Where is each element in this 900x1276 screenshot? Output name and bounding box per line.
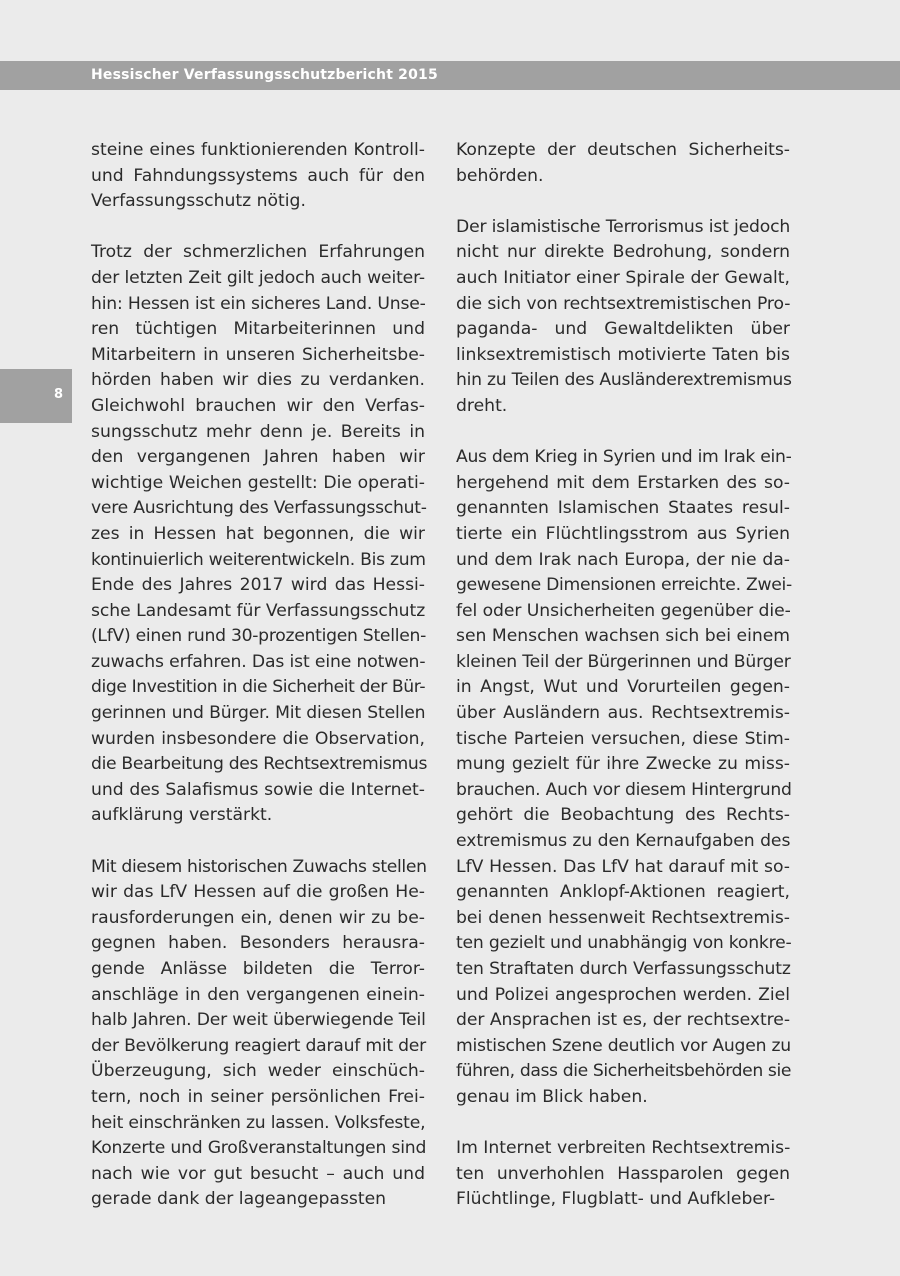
text-line: hergehend mit dem Erstarken des so-	[456, 472, 790, 493]
text-line: zuwachs erfahren. Das ist eine notwen-	[91, 651, 426, 672]
text-line: der Bevölkerung reagiert darauf mit der	[91, 1035, 426, 1056]
text-line: behörden.	[456, 165, 544, 186]
text-line: nicht nur direkte Bedrohung, sondern	[456, 242, 790, 263]
text-line: LfV Hessen. Das LfV hat darauf mit so-	[456, 856, 790, 877]
text-line: Mit diesem historischen Zuwachs stellen	[91, 856, 427, 877]
text-line: gewesene Dimensionen erreichte. Zwei-	[456, 575, 792, 596]
text-line: gende Anlässe bildeten die Terror-	[91, 959, 425, 979]
text-line: dreht.	[456, 395, 508, 416]
text-line: tische Parteien versuchen, diese Stim-	[456, 728, 790, 749]
text-line: ten unverhohlen Hassparolen gegen	[456, 1163, 790, 1184]
text-line: hin zu Teilen des Ausländerextremismus	[456, 370, 792, 391]
paragraph	[456, 1136, 790, 1213]
text-line: halb Jahren. Der weit überwiegende Teil	[91, 1010, 426, 1031]
text-line: vere Ausrichtung des Verfassungsschut-	[91, 498, 427, 519]
text-line: Verfassungsschutz nötig.	[91, 191, 306, 212]
text-line: zes in Hessen hat begonnen, die wir	[91, 523, 425, 544]
text-line: Der islamistische Terrorismus ist jedoch	[456, 216, 791, 237]
text-line: mung gezielt für ihre Zwecke zu miss-	[456, 754, 790, 775]
text-line: sen Menschen wachsen sich bei einem	[456, 626, 791, 647]
text-line: anschläge in den vergangenen einein-	[91, 984, 425, 1005]
text-line: kleinen Teil der Bürgerinnen und Bürger	[456, 651, 791, 672]
paragraph	[456, 445, 790, 1110]
text-line: ten Straftaten durch Verfassungsschutz	[456, 959, 791, 979]
text-line: Gleichwohl brauchen wir den Verfas-	[91, 395, 425, 416]
text-line: sche Landesamt für Verfassungsschutz	[91, 600, 426, 621]
paragraph	[456, 138, 790, 189]
text-line: rausforderungen ein, denen wir zu be-	[91, 907, 425, 928]
text-line: extremismus zu den Kernaufgaben des	[456, 831, 791, 852]
text-line: und des Salafismus sowie die Internet-	[91, 779, 425, 800]
text-line: in Angst, Wut und Vorurteilen gegen-	[456, 677, 790, 698]
text-line: die sich von rechtsextremistischen Pro-	[456, 293, 791, 314]
text-line: genannten Anklopf-Aktionen reagiert,	[456, 882, 790, 903]
text-line: Konzepte der deutschen Sicherheits-	[456, 140, 790, 160]
text-line: Konzerte und Großveranstaltungen sind	[91, 1138, 427, 1159]
text-line: und dem Irak nach Europa, der nie da-	[456, 549, 790, 570]
paragraph	[456, 215, 790, 420]
text-line: führen, dass die Sicherheitsbehörden sie	[456, 1061, 792, 1082]
text-line: die Bearbeitung des Rechtsextremismus	[91, 754, 428, 775]
text-line: der Ansprachen ist es, der rechtsextre-	[456, 1010, 790, 1031]
text-line: (LfV) einen rund 30-prozentigen Stellen-	[91, 626, 427, 647]
text-line: bei denen hessenweit Rechtsextremis-	[456, 907, 790, 928]
running-header	[0, 61, 900, 90]
text-line: Trotz der schmerzlichen Erfahrungen	[91, 242, 425, 263]
text-line: steine eines funktionierenden Kontroll-	[91, 140, 425, 160]
text-line: kontinuierlich weiterentwickeln. Bis zum	[91, 549, 426, 570]
page-number-tab	[0, 369, 72, 423]
text-line: ren tüchtigen Mitarbeiterinnen und	[91, 319, 425, 340]
text-line: Flüchtlinge, Flugblatt- und Aufkleber-	[456, 1189, 776, 1210]
page-number: 8	[54, 387, 64, 402]
header-title: Hessischer Verfassungsschutzbericht 2015	[91, 67, 438, 83]
paragraph	[91, 240, 428, 829]
text-line: wurden insbesondere die Observation,	[91, 728, 425, 749]
text-line: linksextremistisch motivierte Taten bis	[456, 344, 790, 365]
text-line: genau im Blick haben.	[456, 1086, 648, 1107]
text-line: über Ausländern aus. Rechtsextremis-	[456, 703, 790, 724]
text-line: Mitarbeitern in unseren Sicherheitsbe-	[91, 344, 425, 365]
text-line: gegnen haben. Besonders herausra-	[91, 933, 425, 954]
text-line: paganda- und Gewaltdelikten über	[456, 319, 790, 340]
text-line: und Fahndungssystems auch für den	[91, 165, 425, 186]
text-line: auch Initiator einer Spirale der Gewalt,	[456, 267, 790, 288]
text-line: Überzeugung, sich weder einschüch-	[91, 1061, 425, 1082]
paragraph	[91, 138, 425, 215]
text-line: genannten Islamischen Staates resul-	[456, 498, 790, 519]
text-line: dige Investition in die Sicherheit der Bür-	[91, 677, 426, 698]
right-column	[456, 138, 790, 1239]
paragraph	[91, 855, 425, 1213]
text-line: aufklärung verstärkt.	[91, 805, 273, 826]
text-line: brauchen. Auch vor diesem Hintergrund	[456, 779, 792, 800]
text-line: nach wie vor gut besucht – auch und	[91, 1163, 425, 1184]
left-column	[91, 138, 428, 1239]
text-line: gerade dank der lageangepassten	[91, 1189, 387, 1210]
text-line: und Polizei angesprochen werden. Ziel	[456, 984, 790, 1005]
text-line: Aus dem Krieg in Syrien und im Irak ein-	[456, 447, 792, 468]
text-line: hörden haben wir dies zu verdanken.	[91, 370, 425, 391]
text-line: Ende des Jahres 2017 wird das Hessi-	[91, 575, 425, 596]
text-line: den vergangenen Jahren haben wir	[91, 447, 425, 468]
text-line: der letzten Zeit gilt jedoch auch weiter-	[91, 267, 425, 288]
text-line: wichtige Weichen gestellt: Die operati-	[91, 472, 425, 493]
text-line: Im Internet verbreiten Rechtsextremis-	[456, 1138, 791, 1159]
text-line: wir das LfV Hessen auf die großen He-	[91, 882, 425, 903]
text-line: tierte ein Flüchtlingsstrom aus Syrien	[456, 523, 790, 544]
text-line: sungsschutz mehr denn je. Bereits in	[91, 421, 425, 442]
text-line: fel oder Unsicherheiten gegenüber die-	[456, 600, 791, 621]
text-line: heit einschränken zu lassen. Volksfeste,	[91, 1112, 426, 1133]
text-line: tern, noch in seiner persönlichen Frei-	[91, 1086, 425, 1107]
text-line: mistischen Szene deutlich vor Augen zu	[456, 1035, 791, 1056]
text-line: gerinnen und Bürger. Mit diesen Stellen	[91, 703, 426, 724]
text-line: ten gezielt und unabhängig von konkre-	[456, 933, 792, 954]
text-line: gehört die Beobachtung des Rechts-	[456, 805, 790, 826]
text-line: hin: Hessen ist ein sicheres Land. Unse-	[91, 293, 426, 314]
